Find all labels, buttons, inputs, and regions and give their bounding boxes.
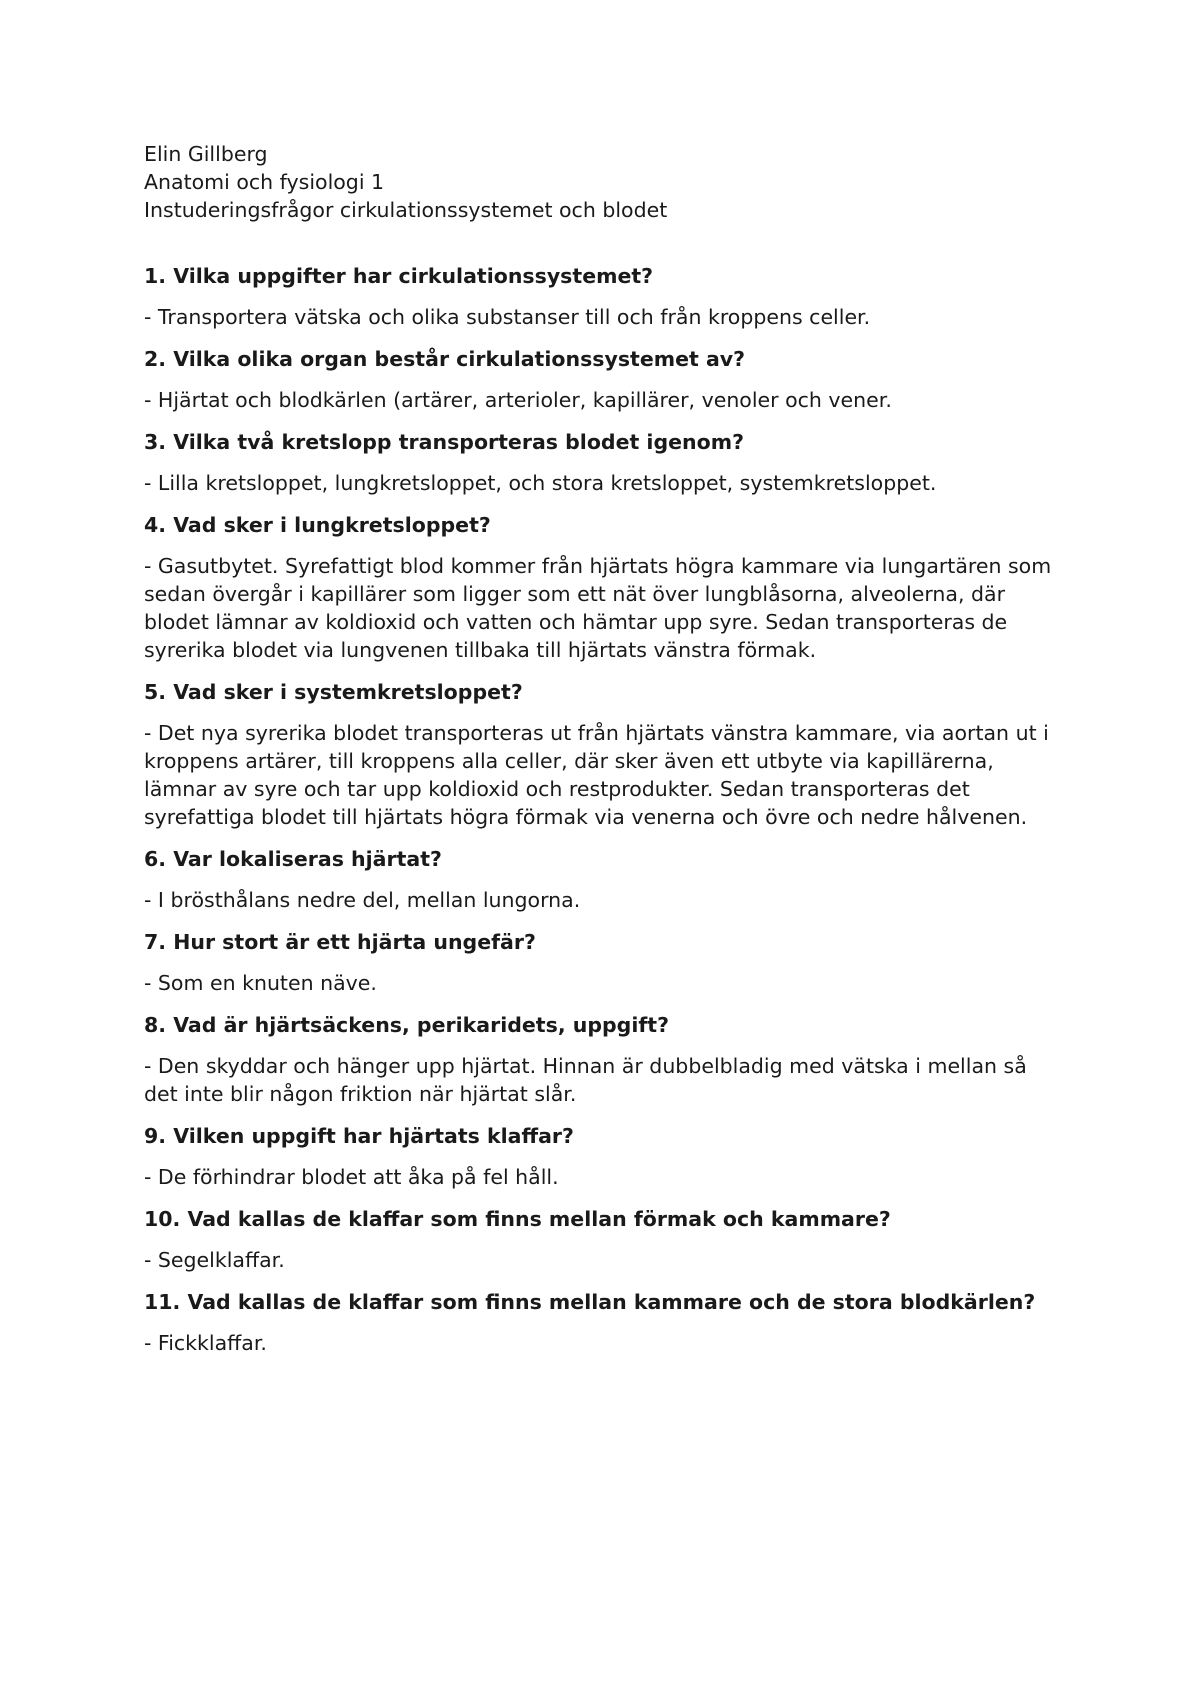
- qa-item-7: [144, 928, 1064, 997]
- question-8: 8. Vad är hjärtsäckens, perikaridets, uppgift?: [144, 1013, 669, 1037]
- answer-7: - Som en knuten näve.: [144, 971, 377, 995]
- answer-3: - Lilla kretsloppet, lungkretsloppet, och stora kretsloppet, systemkretsloppet.: [144, 471, 937, 495]
- question-10: 10. Vad kallas de klaffar som finns mellan förmak och kammare?: [144, 1207, 891, 1231]
- question-9: 9. Vilken uppgift har hjärtats klaffar?: [144, 1124, 574, 1148]
- course-name: Anatomi och fysiologi 1: [144, 170, 385, 194]
- question-1: 1. Vilka uppgifter har cirkulationssystemet?: [144, 264, 654, 288]
- answer-11: - Fickklaffar.: [144, 1331, 267, 1355]
- answer-2: - Hjärtat och blodkärlen (artärer, arterioler, kapillärer, venoler och vener.: [144, 388, 892, 412]
- qa-item-8: [144, 1011, 1064, 1108]
- answer-6: - I brösthålans nedre del, mellan lungorna.: [144, 888, 581, 912]
- qa-item-6: [144, 845, 1064, 914]
- answer-8: - Den skyddar och hänger upp hjärtat. Hinnan är dubbelbladig med vätska i mellan så det inte blir någon friktion när hjärtat slår.: [144, 1054, 1027, 1106]
- question-6: 6. Var lokaliseras hjärtat?: [144, 847, 442, 871]
- answer-10: - Segelklaffar.: [144, 1248, 285, 1272]
- qa-item-10: [144, 1205, 1064, 1274]
- question-2: 2. Vilka olika organ består cirkulationssystemet av?: [144, 347, 746, 371]
- qa-item-5: [144, 678, 1064, 831]
- answer-4: - Gasutbytet. Syrefattigt blod kommer från hjärtats högra kammare via lungartären som sedan övergår i kapillärer som ligger som ett nät över lungblåsorna, alveolerna, där blodet lämnar av koldioxid och vatten och hämtar upp syre. Sedan transporteras de syrerika blodet via lungvenen tillbaka till hjärtats vänstra förmak.: [144, 554, 1052, 662]
- qa-item-3: [144, 428, 1064, 497]
- document-page: [144, 140, 1064, 1371]
- document-header: [144, 140, 1064, 224]
- question-11: 11. Vad kallas de klaffar som finns mellan kammare och de stora blodkärlen?: [144, 1290, 1036, 1314]
- qa-item-9: [144, 1122, 1064, 1191]
- question-4: 4. Vad sker i lungkretsloppet?: [144, 513, 491, 537]
- qa-item-4: [144, 511, 1064, 664]
- qa-item-11: [144, 1288, 1064, 1357]
- question-7: 7. Hur stort är ett hjärta ungefär?: [144, 930, 536, 954]
- question-5: 5. Vad sker i systemkretsloppet?: [144, 680, 523, 704]
- answer-5: - Det nya syrerika blodet transporteras ut från hjärtats vänstra kammare, via aortan ut i kroppens artärer, till kroppens alla celler, där sker även ett utbyte via kapillärerna, lämnar av syre och tar upp koldioxid och restprodukter. Sedan transporteras det syrefattiga blodet till hjärtats högra förmak via venerna och övre och nedre hålvenen.: [144, 721, 1049, 829]
- qa-item-1: [144, 262, 1064, 331]
- answer-1: - Transportera vätska och olika substanser till och från kroppens celler.: [144, 305, 871, 329]
- qa-item-2: [144, 345, 1064, 414]
- document-subject: Instuderingsfrågor cirkulationssystemet och blodet: [144, 198, 668, 222]
- answer-9: - De förhindrar blodet att åka på fel håll.: [144, 1165, 559, 1189]
- question-3: 3. Vilka två kretslopp transporteras blodet igenom?: [144, 430, 744, 454]
- author-name: Elin Gillberg: [144, 142, 268, 166]
